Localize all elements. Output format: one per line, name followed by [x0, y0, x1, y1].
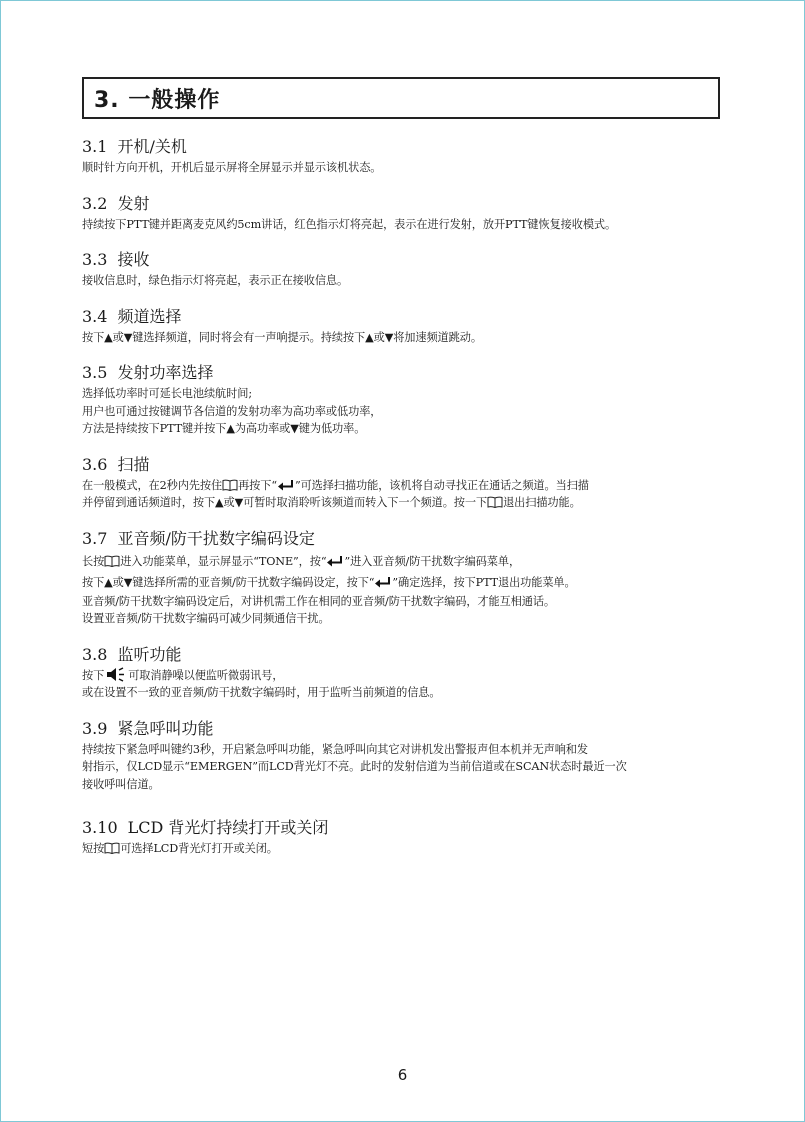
paragraph-line: 持续按下紧急呼叫键约3秒，开启紧急呼叫功能，紧急呼叫向其它对讲机发出警报声但本机并无声响和发: [82, 742, 588, 756]
paragraph-line: 按下▲或▼键选择频道，同时将会有一声响提示。持续按下▲或▼将加速频道跳动。: [82, 330, 482, 344]
enter-key-icon: [277, 479, 295, 491]
section-heading: 3.5 发射功率选择: [82, 363, 214, 382]
section-3-1: [82, 136, 727, 177]
chapter-title: 3. 一般操作: [94, 87, 221, 113]
section-3-9: [82, 718, 727, 794]
document-body: [82, 136, 727, 874]
paragraph-line: 持续按下PTT键并距离麦克风约5cm讲话，红色指示灯将亮起，表示在进行发射，放开PTT键恢复接收模式。: [82, 217, 617, 231]
paragraph-line: 设置亚音频/防干扰数字编码可减少同频通信干扰。: [82, 612, 330, 625]
paragraph-line: 接收呼叫信道。: [82, 777, 160, 791]
paragraph-line: 射指示，仅LCD显示“EMERGEN”而LCD背光灯不亮。此时的发射信道为当前信道或在SCAN状态时最近一次: [82, 760, 627, 773]
section-heading: 3.9 紧急呼叫功能: [82, 718, 214, 738]
paragraph-line: 按下▲或▼键选择所需的亚音频/防干扰数字编码设定，按下“ ”确定选择，按下PTT退出功能菜单。: [82, 575, 576, 589]
section-heading: 3.2 发射: [82, 193, 150, 213]
book-key-icon: [104, 842, 120, 854]
section-3-8: [82, 644, 727, 702]
paragraph-line: 并停留到通话频道时，按下▲或▼可暂时取消聆听该频道而转入下一个频道。按一下 退出扫描功能。: [82, 496, 581, 509]
section-heading: 3.1 开机/关机: [82, 137, 187, 156]
section-heading: 3.8 监听功能: [82, 644, 182, 664]
chapter-header: [82, 77, 720, 119]
section-3-5: [82, 362, 727, 438]
book-key-icon: [487, 496, 503, 508]
section-heading: 3.7 亚音频/防干扰数字编码设定: [82, 528, 315, 548]
section-3-2: [82, 193, 727, 234]
paragraph-line: 或在设置不一致的亚音频/防干扰数字编码时，用于监听当前频道的信息。: [82, 686, 441, 699]
enter-key-icon: [326, 555, 344, 567]
book-key-icon: [104, 555, 120, 567]
paragraph-line: 长按 进入功能菜单，显示屏显示“TONE”，按“ ”进入亚音频/防干扰数字编码菜单，: [82, 554, 521, 568]
paragraph-line: 顺时针方向开机，开机后显示屏将全屏显示并显示该机状态。: [82, 161, 382, 174]
section-3-3: [82, 249, 727, 290]
section-3-7: [82, 528, 727, 628]
section-heading: 3.6 扫描: [82, 454, 150, 474]
section-heading: 3.10 LCD 背光灯持续打开或关闭: [82, 818, 329, 837]
paragraph-line: 选择低功率时可延长电池续航时间;: [82, 387, 252, 400]
paragraph-line: 按下 可取消静噪以便监听微弱讯号，: [82, 668, 284, 682]
paragraph-line: 接收信息时，绿色指示灯将亮起，表示正在接收信息。: [82, 274, 349, 287]
section-heading: 3.3 接收: [82, 250, 150, 269]
section-3-4: [82, 306, 727, 347]
book-key-icon: [222, 479, 238, 491]
section-3-6: [82, 454, 727, 512]
paragraph-line: 亚音频/防干扰数字编码设定后，对讲机需工作在相同的亚音频/防干扰数字编码，才能互相通话。: [82, 594, 556, 608]
section-heading: 3.4 频道选择: [82, 306, 182, 326]
paragraph-line: 方法是持续按下PTT键并按下▲为高功率或▼键为低功率。: [82, 422, 366, 435]
paragraph-line: 用户也可通过按键调节各信道的发射功率为高功率或低功率，: [82, 404, 382, 418]
monitor-speaker-icon: [106, 667, 126, 682]
section-3-10: [82, 817, 727, 858]
paragraph-line: 在一般模式，在2秒内先按住 再按下“ ”可选择扫描功能，该机将自动寻找正在通话之频道。当扫描: [82, 478, 589, 492]
enter-key-icon: [374, 576, 392, 588]
paragraph-line: 短按 可选择LCD背光灯打开或关闭。: [82, 842, 278, 855]
page-number: 6: [397, 1066, 408, 1084]
